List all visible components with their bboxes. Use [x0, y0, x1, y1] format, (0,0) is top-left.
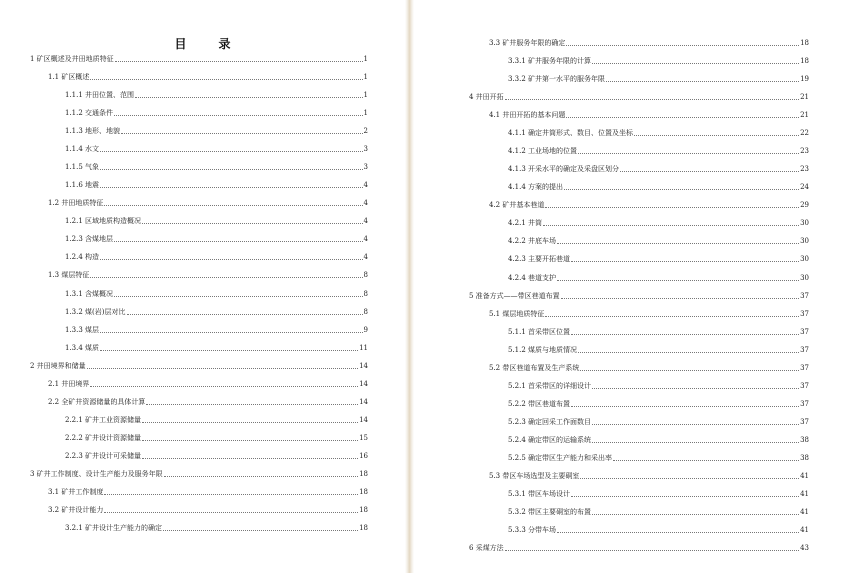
toc-entry-title: 3.1 矿井工作制度 [48, 487, 104, 496]
toc-entry[interactable] [489, 467, 809, 481]
toc-page-left [0, 0, 405, 573]
toc-entry-page-number: 37 [800, 399, 809, 408]
toc-entry-title: 3.3.1 矿井服务年限的计算 [508, 57, 592, 66]
toc-entry[interactable] [65, 176, 368, 190]
toc-entry-page-number: 3 [363, 163, 368, 172]
toc-leader-dots [90, 79, 362, 80]
toc-entry-title: 5.1.1 首采带区位置 [508, 327, 571, 336]
toc-leader-dots [121, 133, 362, 134]
toc-entry-title: 4.2 矿井基本巷道 [489, 201, 545, 210]
toc-entry-title: 1.1.4 水文 [65, 145, 100, 154]
toc-entry[interactable] [65, 303, 368, 317]
toc-entry-page-number: 11 [359, 343, 368, 352]
toc-entry[interactable] [48, 483, 368, 497]
toc-leader-dots [114, 241, 362, 242]
toc-entry-page-number: 43 [800, 544, 809, 553]
toc-entry-title: 1.3 煤层特征 [48, 271, 90, 280]
toc-entry-page-number: 21 [800, 93, 809, 102]
toc-leader-dots [104, 494, 358, 495]
toc-leader-dots [142, 422, 358, 423]
toc-entry-page-number: 18 [359, 506, 368, 514]
toc-entry[interactable] [65, 411, 368, 425]
toc-leader-dots [543, 225, 799, 226]
toc-entry-title: 1.1 矿区概述 [48, 73, 90, 82]
toc-leader-dots [557, 280, 799, 281]
toc-leader-dots [613, 460, 799, 461]
toc-entry-page-number: 4 [363, 217, 368, 226]
toc-leader-dots [592, 388, 799, 389]
toc-entry[interactable] [65, 86, 368, 100]
toc-entry-page-number: 14 [359, 361, 368, 370]
toc-entry-page-number: 14 [359, 379, 368, 388]
toc-leader-dots [571, 334, 799, 335]
toc-entry-title: 5.2.1 首采带区的详细设计 [508, 381, 592, 390]
toc-entry[interactable] [508, 323, 809, 337]
toc-entry-title: 5.3 带区车场选型及主要硐室 [489, 471, 580, 480]
toc-leader-dots [104, 205, 362, 206]
toc-entry-page-number: 38 [800, 435, 809, 444]
toc-entry-title: 3 矿井工作制度、设计生产能力及服务年限 [30, 469, 163, 478]
toc-entry-title: 3.2.1 矿井设计生产能力的确定 [65, 524, 163, 533]
toc-leader-dots [115, 61, 363, 62]
toc-entry[interactable] [508, 377, 809, 391]
toc-entry-page-number: 37 [800, 345, 809, 354]
toc-entry[interactable] [508, 503, 809, 517]
toc-entry[interactable] [48, 194, 368, 208]
toc-entry[interactable] [48, 393, 368, 407]
toc-entry-page-number: 1 [363, 73, 368, 82]
toc-entry-title: 2 井田境界和储量 [30, 361, 86, 370]
toc-leader-dots [580, 370, 799, 371]
toc-entry-page-number: 29 [800, 201, 809, 210]
toc-entry-title: 4.2.4 巷道支护 [508, 273, 557, 282]
toc-entry[interactable] [508, 341, 809, 355]
toc-entry-page-number: 8 [363, 289, 368, 298]
toc-leader-dots [545, 316, 799, 317]
toc-leader-dots [100, 169, 362, 170]
toc-entry-page-number: 1 [363, 109, 368, 118]
toc-title: 目 录 [174, 37, 241, 51]
toc-entry-title: 1.3.4 煤质 [65, 343, 100, 352]
toc-entry-page-number: 16 [359, 451, 368, 460]
toc-entry[interactable] [65, 104, 368, 118]
toc-entry-page-number: 38 [800, 453, 809, 462]
toc-entry[interactable] [65, 321, 368, 335]
toc-leader-dots [100, 151, 362, 152]
toc-entry[interactable] [30, 465, 368, 479]
toc-entry-title: 4 井田开拓 [469, 93, 504, 102]
toc-entry[interactable] [489, 106, 809, 120]
toc-entry[interactable] [508, 250, 809, 264]
toc-entry[interactable] [30, 50, 368, 64]
toc-leader-dots [135, 97, 362, 98]
toc-entry-title: 3.3.2 矿井第一水平的服务年限 [508, 75, 606, 84]
toc-entry-page-number: 18 [800, 57, 809, 66]
toc-entry-title: 1.2.4 构造 [65, 253, 100, 262]
toc-leader-dots [592, 442, 799, 443]
toc-entry[interactable] [65, 230, 368, 244]
toc-entry-title: 5.3.2 带区主要硐室的布置 [508, 508, 592, 517]
toc-entry-page-number: 18 [359, 524, 368, 533]
toc-entry-title: 1.2.1 区域地质构造概况 [65, 217, 142, 226]
toc-entry-page-number: 2 [363, 127, 368, 136]
toc-leader-dots [592, 514, 799, 515]
toc-entry-page-number: 1 [363, 91, 368, 100]
toc-leader-dots [164, 476, 358, 477]
toc-entry[interactable] [65, 285, 368, 299]
toc-entry[interactable] [65, 158, 368, 172]
toc-entry[interactable] [508, 413, 809, 427]
toc-leader-dots [90, 386, 358, 387]
toc-entry-title: 5.1.2 煤质与地质情况 [508, 345, 578, 354]
toc-leader-dots [561, 298, 799, 299]
toc-leader-dots [104, 512, 358, 513]
toc-entry[interactable] [489, 305, 809, 319]
toc-leader-dots [578, 153, 799, 154]
toc-entry-page-number: 4 [363, 199, 368, 208]
toc-entry-page-number: 15 [359, 433, 368, 442]
toc-entry[interactable] [508, 431, 809, 445]
toc-entry[interactable] [508, 160, 809, 174]
toc-entry-page-number: 9 [363, 325, 368, 334]
toc-entry[interactable] [469, 287, 809, 301]
toc-leader-dots [142, 458, 358, 459]
toc-leader-dots [566, 117, 799, 118]
toc-leader-dots [100, 332, 362, 333]
toc-entry[interactable] [48, 501, 368, 515]
toc-entry[interactable] [508, 395, 809, 409]
toc-entry-page-number: 21 [800, 111, 809, 120]
toc-entry-title: 4.1 井田开拓的基本问题 [489, 111, 566, 120]
toc-entry[interactable] [30, 357, 368, 371]
toc-leader-dots [163, 530, 358, 531]
toc-leader-dots [505, 99, 799, 100]
toc-entry-title: 4.2.2 井底车场 [508, 237, 557, 246]
toc-entry[interactable] [508, 52, 809, 66]
toc-entry-title: 5.3.3 分带车场 [508, 526, 557, 535]
toc-entry-page-number: 37 [800, 363, 809, 372]
toc-leader-dots [127, 314, 363, 315]
toc-entry-page-number: 8 [363, 307, 368, 316]
toc-entry-title: 4.1.1 确定井筒形式、数目、位置及坐标 [508, 129, 634, 138]
toc-entry[interactable] [48, 266, 368, 280]
toc-entry-page-number: 30 [800, 273, 809, 282]
toc-leader-dots [90, 277, 362, 278]
toc-leader-dots [580, 478, 799, 479]
toc-entry-page-number: 37 [800, 417, 809, 426]
toc-entry-page-number: 18 [359, 469, 368, 478]
toc-entry-title: 5.3.1 带区车场设计 [508, 490, 571, 498]
toc-entry[interactable] [508, 485, 809, 499]
toc-entry-title: 5.2.2 带区巷道布置 [508, 399, 571, 408]
toc-entry-page-number: 37 [800, 309, 809, 318]
toc-leader-dots [557, 532, 799, 533]
toc-entry[interactable] [489, 196, 809, 210]
toc-entry-page-number: 37 [800, 327, 809, 336]
toc-entry[interactable] [508, 70, 809, 84]
toc-entry-page-number: 19 [800, 75, 809, 84]
toc-entry-title: 5.2.3 确定回采工作面数目 [508, 417, 592, 426]
toc-entry-title: 2.2.3 矿井设计可采储量 [65, 451, 142, 460]
toc-leader-dots [100, 187, 362, 188]
toc-entry-title: 1.1.2 交通条件 [65, 109, 114, 118]
toc-leader-dots [571, 496, 799, 497]
toc-entry-page-number: 30 [800, 237, 809, 246]
toc-entry[interactable] [65, 248, 368, 262]
toc-entry-page-number: 18 [800, 39, 809, 47]
toc-entry[interactable] [508, 449, 809, 463]
toc-entry-page-number: 41 [800, 526, 809, 535]
toc-leader-dots [114, 296, 362, 297]
toc-entry-page-number: 30 [800, 219, 809, 228]
toc-page-right [414, 0, 845, 573]
toc-entry-title: 1.1.5 气象 [65, 163, 100, 172]
toc-leader-dots [100, 350, 358, 351]
toc-entry-page-number: 14 [359, 397, 368, 406]
toc-entry-page-number: 4 [363, 181, 368, 190]
toc-entry-page-number: 37 [800, 381, 809, 390]
toc-entry-title: 1 矿区概述及井田地质特征 [30, 55, 114, 63]
toc-leader-dots [634, 135, 799, 136]
toc-entry-title: 1.2.3 含煤地层 [65, 235, 114, 244]
toc-leader-dots [571, 261, 799, 262]
toc-entry-page-number: 14 [359, 415, 368, 424]
toc-entry-title: 2.2 全矿井资源储量的具体计算 [48, 397, 146, 406]
toc-entry[interactable] [508, 214, 809, 228]
toc-entry-title: 4.1.4 方案的提出 [508, 183, 564, 192]
toc-entry-title: 2.2.1 矿井工业资源储量 [65, 415, 142, 424]
toc-entry[interactable] [489, 359, 809, 373]
toc-entry-title: 4.2.1 井筒 [508, 219, 543, 228]
toc-entry[interactable] [469, 88, 809, 102]
toc-entry[interactable] [469, 539, 809, 553]
toc-entry-title: 2.2.2 矿井设计资源储量 [65, 433, 142, 442]
toc-entry-page-number: 8 [363, 271, 368, 280]
toc-entry[interactable] [65, 122, 368, 136]
toc-leader-dots [566, 45, 799, 46]
toc-entry-title: 1.1.1 井田位置、范围 [65, 91, 135, 100]
toc-entry-title: 5.2 带区巷道布置及生产系统 [489, 363, 580, 372]
toc-entry-page-number: 4 [363, 253, 368, 262]
toc-entry[interactable] [508, 232, 809, 246]
toc-entry-page-number: 18 [359, 487, 368, 496]
toc-leader-dots [142, 223, 362, 224]
toc-entry-title: 1.1.6 地震 [65, 181, 100, 190]
toc-entry[interactable] [65, 519, 368, 533]
page-spine-divider [405, 0, 414, 573]
toc-entry-title: 4.1.2 工业场地的位置 [508, 147, 578, 156]
toc-leader-dots [142, 440, 358, 441]
toc-leader-dots [545, 207, 799, 208]
toc-entry-title: 5.2.4 确定带区的运输系统 [508, 435, 592, 444]
toc-entry[interactable] [508, 178, 809, 192]
toc-entry-title: 5 准备方式——带区巷道布置 [469, 291, 560, 300]
toc-entry[interactable] [48, 375, 368, 389]
toc-leader-dots [564, 189, 799, 190]
toc-entry[interactable] [508, 142, 809, 156]
toc-entry-page-number: 1 [363, 55, 368, 63]
toc-entry[interactable] [65, 429, 368, 443]
toc-entry[interactable] [65, 339, 368, 353]
toc-entry[interactable] [48, 68, 368, 82]
toc-entry-page-number: 4 [363, 235, 368, 244]
toc-entry-page-number: 23 [800, 165, 809, 174]
toc-entry-page-number: 41 [800, 508, 809, 517]
toc-entry-title: 5.1 煤层地质特征 [489, 309, 545, 318]
toc-entry-page-number: 41 [800, 471, 809, 480]
toc-entry-title: 4.1.3 开采水平的确定及采盘区划分 [508, 165, 620, 174]
toc-leader-dots [592, 63, 799, 64]
toc-leader-dots [100, 259, 362, 260]
toc-entry[interactable] [508, 521, 809, 535]
toc-entry-title: 2.1 井田境界 [48, 379, 90, 388]
toc-entry[interactable] [65, 140, 368, 154]
toc-entry-page-number: 22 [800, 129, 809, 138]
toc-leader-dots [557, 243, 799, 244]
toc-entry-page-number: 23 [800, 147, 809, 156]
toc-entry[interactable] [489, 34, 809, 48]
toc-entry[interactable] [508, 124, 809, 138]
toc-leader-dots [114, 115, 362, 116]
toc-leader-dots [571, 406, 799, 407]
toc-entry[interactable] [65, 447, 368, 461]
toc-leader-dots [592, 424, 799, 425]
toc-entry-title: 1.3.3 煤层 [65, 325, 100, 334]
toc-entry-page-number: 3 [363, 145, 368, 154]
toc-leader-dots [87, 368, 358, 369]
toc-entry-title: 1.3.1 含煤概况 [65, 289, 114, 298]
toc-entry-title: 1.1.3 地形、地貌 [65, 127, 121, 136]
toc-entry[interactable] [508, 269, 809, 283]
toc-entry-title: 3.3 矿井服务年限的确定 [489, 39, 566, 47]
toc-entry[interactable] [65, 212, 368, 226]
toc-entry-title: 6 采煤方法 [469, 544, 504, 553]
toc-entry-title: 4.2.3 主要开拓巷道 [508, 255, 571, 264]
toc-leader-dots [505, 550, 799, 551]
toc-leader-dots [606, 81, 799, 82]
toc-leader-dots [620, 171, 799, 172]
toc-entry-title: 1.2 井田地质特征 [48, 199, 104, 208]
toc-entry-page-number: 41 [800, 490, 809, 498]
toc-entry-page-number: 24 [800, 183, 809, 192]
toc-entry-page-number: 30 [800, 255, 809, 264]
toc-entry-title: 1.3.2 煤(岩)层对比 [65, 307, 126, 316]
toc-leader-dots [578, 352, 799, 353]
toc-entry-page-number: 37 [800, 291, 809, 300]
toc-leader-dots [146, 404, 358, 405]
toc-entry-title: 5.2.5 确定带区生产能力和采出率 [508, 453, 613, 462]
toc-entry-title: 3.2 矿井设计能力 [48, 506, 104, 514]
